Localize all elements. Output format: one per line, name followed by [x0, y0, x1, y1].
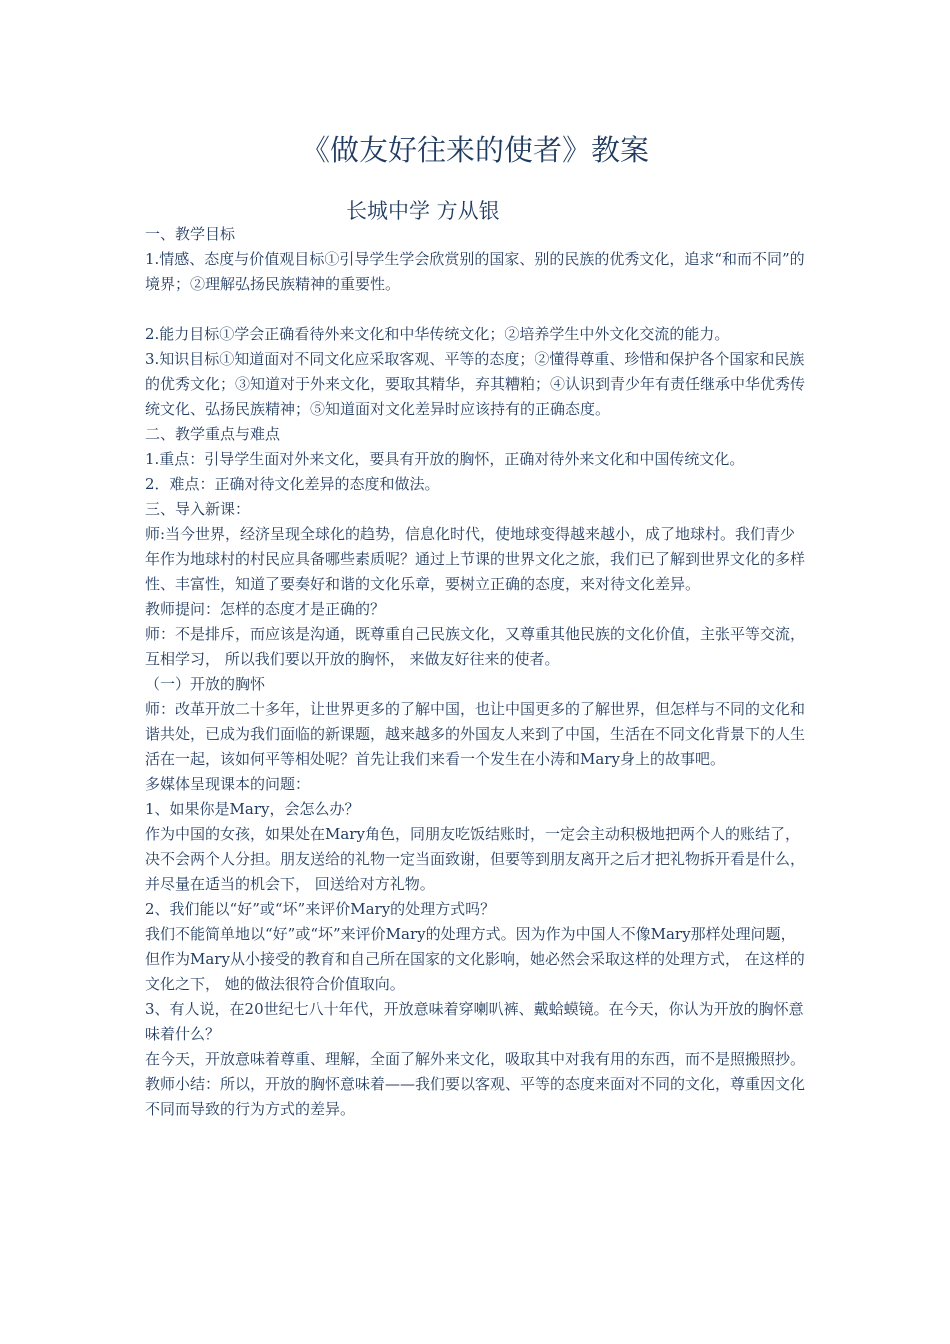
teacher-summary: 教师小结：所以，开放的胸怀意味着——我们要以客观、平等的态度来面对不同的文化，尊重因文化不同而导致的行为方式的差异。 — [145, 1075, 806, 1118]
section-heading-focus: 二、教学重点与难点 — [145, 425, 281, 443]
section-heading-intro: 三、导入新课： — [145, 500, 251, 518]
answer-1: 作为中国的女孩，如果处在Mary角色，同朋友吃饭结账时，一定会主动积极地把两个人的账结了，决不会两个人分担。朋友送给的礼物一定当面致谢，但要等到朋友离开之后才把礼物拆开看是什么， 并尽量在适当的机会下， 回送给对方礼物。 — [145, 825, 806, 893]
section-heading-objectives: 一、教学目标 — [145, 225, 236, 243]
objective-3: 3.知识目标①知道面对不同文化应采取客观、平等的态度；②懂得尊重、珍惜和保护各个国家和民族的优秀文化；③知道对于外来文化，要取其精华，弃其糟粕；④认识到青少年有责任继承中华优秀传统文化、弘扬民族精神；⑤知道面对文化差异时应该持有的正确态度。 — [145, 350, 806, 418]
document-title: 《做友好往来的使者》教案 — [300, 133, 649, 167]
paragraph: 师：改革开放二十多年，让世界更多的了解中国，也让中国更多的了解世界，但怎样与不同的文化和谐共处，已成为我们面临的新课题，越来越多的外国友人来到了中国，生活在不同文化背景下的人生活在一起，该如何平等相处呢？首先让我们来看一个发生在小涛和Mary身上的故事吧。 — [145, 700, 806, 768]
objective-2: 2.能力目标①学会正确看待外来文化和中华传统文化；②培养学生中外文化交流的能力。 — [145, 325, 730, 343]
question-1: 1、如果你是Mary，会怎么办？ — [145, 800, 360, 818]
subsection-heading: （一）开放的胸怀 — [145, 675, 266, 693]
question-3: 3、有人说，在20世纪七八十年代，开放意味着穿喇叭裤、戴蛤蟆镜。在今天，你认为开放的胸怀意味着什么？ — [145, 1000, 804, 1043]
answer-2: 我们不能简单地以“好”或“坏”来评价Mary的处理方式。因为作为中国人不像Mary那样处理问题，但作为Mary从小接受的教育和自己所在国家的文化影响，她必然会采取这样的处理方式， 在这样的文化之下， 她的做法很符合价值取向。 — [145, 925, 805, 993]
paragraph: 师:当今世界，经济呈现全球化的趋势，信息化时代，使地球变得越来越小，成了地球村。我们青少年作为地球村的村民应具备哪些素质呢？通过上节课的世界文化之旅，我们已了解到世界文化的多样性、丰富性，知道了要奏好和谐的文化乐章，要树立正确的态度，来对待文化差异。 — [145, 525, 806, 593]
question-2: 2、我们能以“好”或“坏”来评价Mary的处理方式吗？ — [145, 900, 496, 918]
answer-3: 在今天，开放意味着尊重、理解，全面了解外来文化，吸取其中对我有用的东西，而不是照搬照抄。 — [145, 1050, 806, 1068]
paragraph: 教师提问：怎样的态度才是正确的？ — [145, 600, 386, 618]
focus-point: 1.重点：引导学生面对外来文化，要具有开放的胸怀，正确对待外来文化和中国传统文化。 — [145, 450, 745, 468]
blank-line — [145, 297, 810, 322]
difficulty-point: 2．难点：正确对待文化差异的态度和做法。 — [145, 475, 440, 493]
document-author: 长城中学 方从银 — [346, 199, 500, 223]
document-body — [145, 222, 810, 1122]
paragraph: 多媒体呈现课本的问题： — [145, 775, 311, 793]
objective-1: 1.情感、态度与价值观目标①引导学生学会欣赏别的国家、别的民族的优秀文化，追求“和而不同”的境界；②理解弘扬民族精神的重要性。 — [145, 250, 805, 293]
paragraph: 师：不是排斥，而应该是沟通，既尊重自己民族文化，又尊重其他民族的文化价值，主张平等交流， 互相学习， 所以我们要以开放的胸怀， 来做友好往来的使者。 — [145, 625, 806, 668]
